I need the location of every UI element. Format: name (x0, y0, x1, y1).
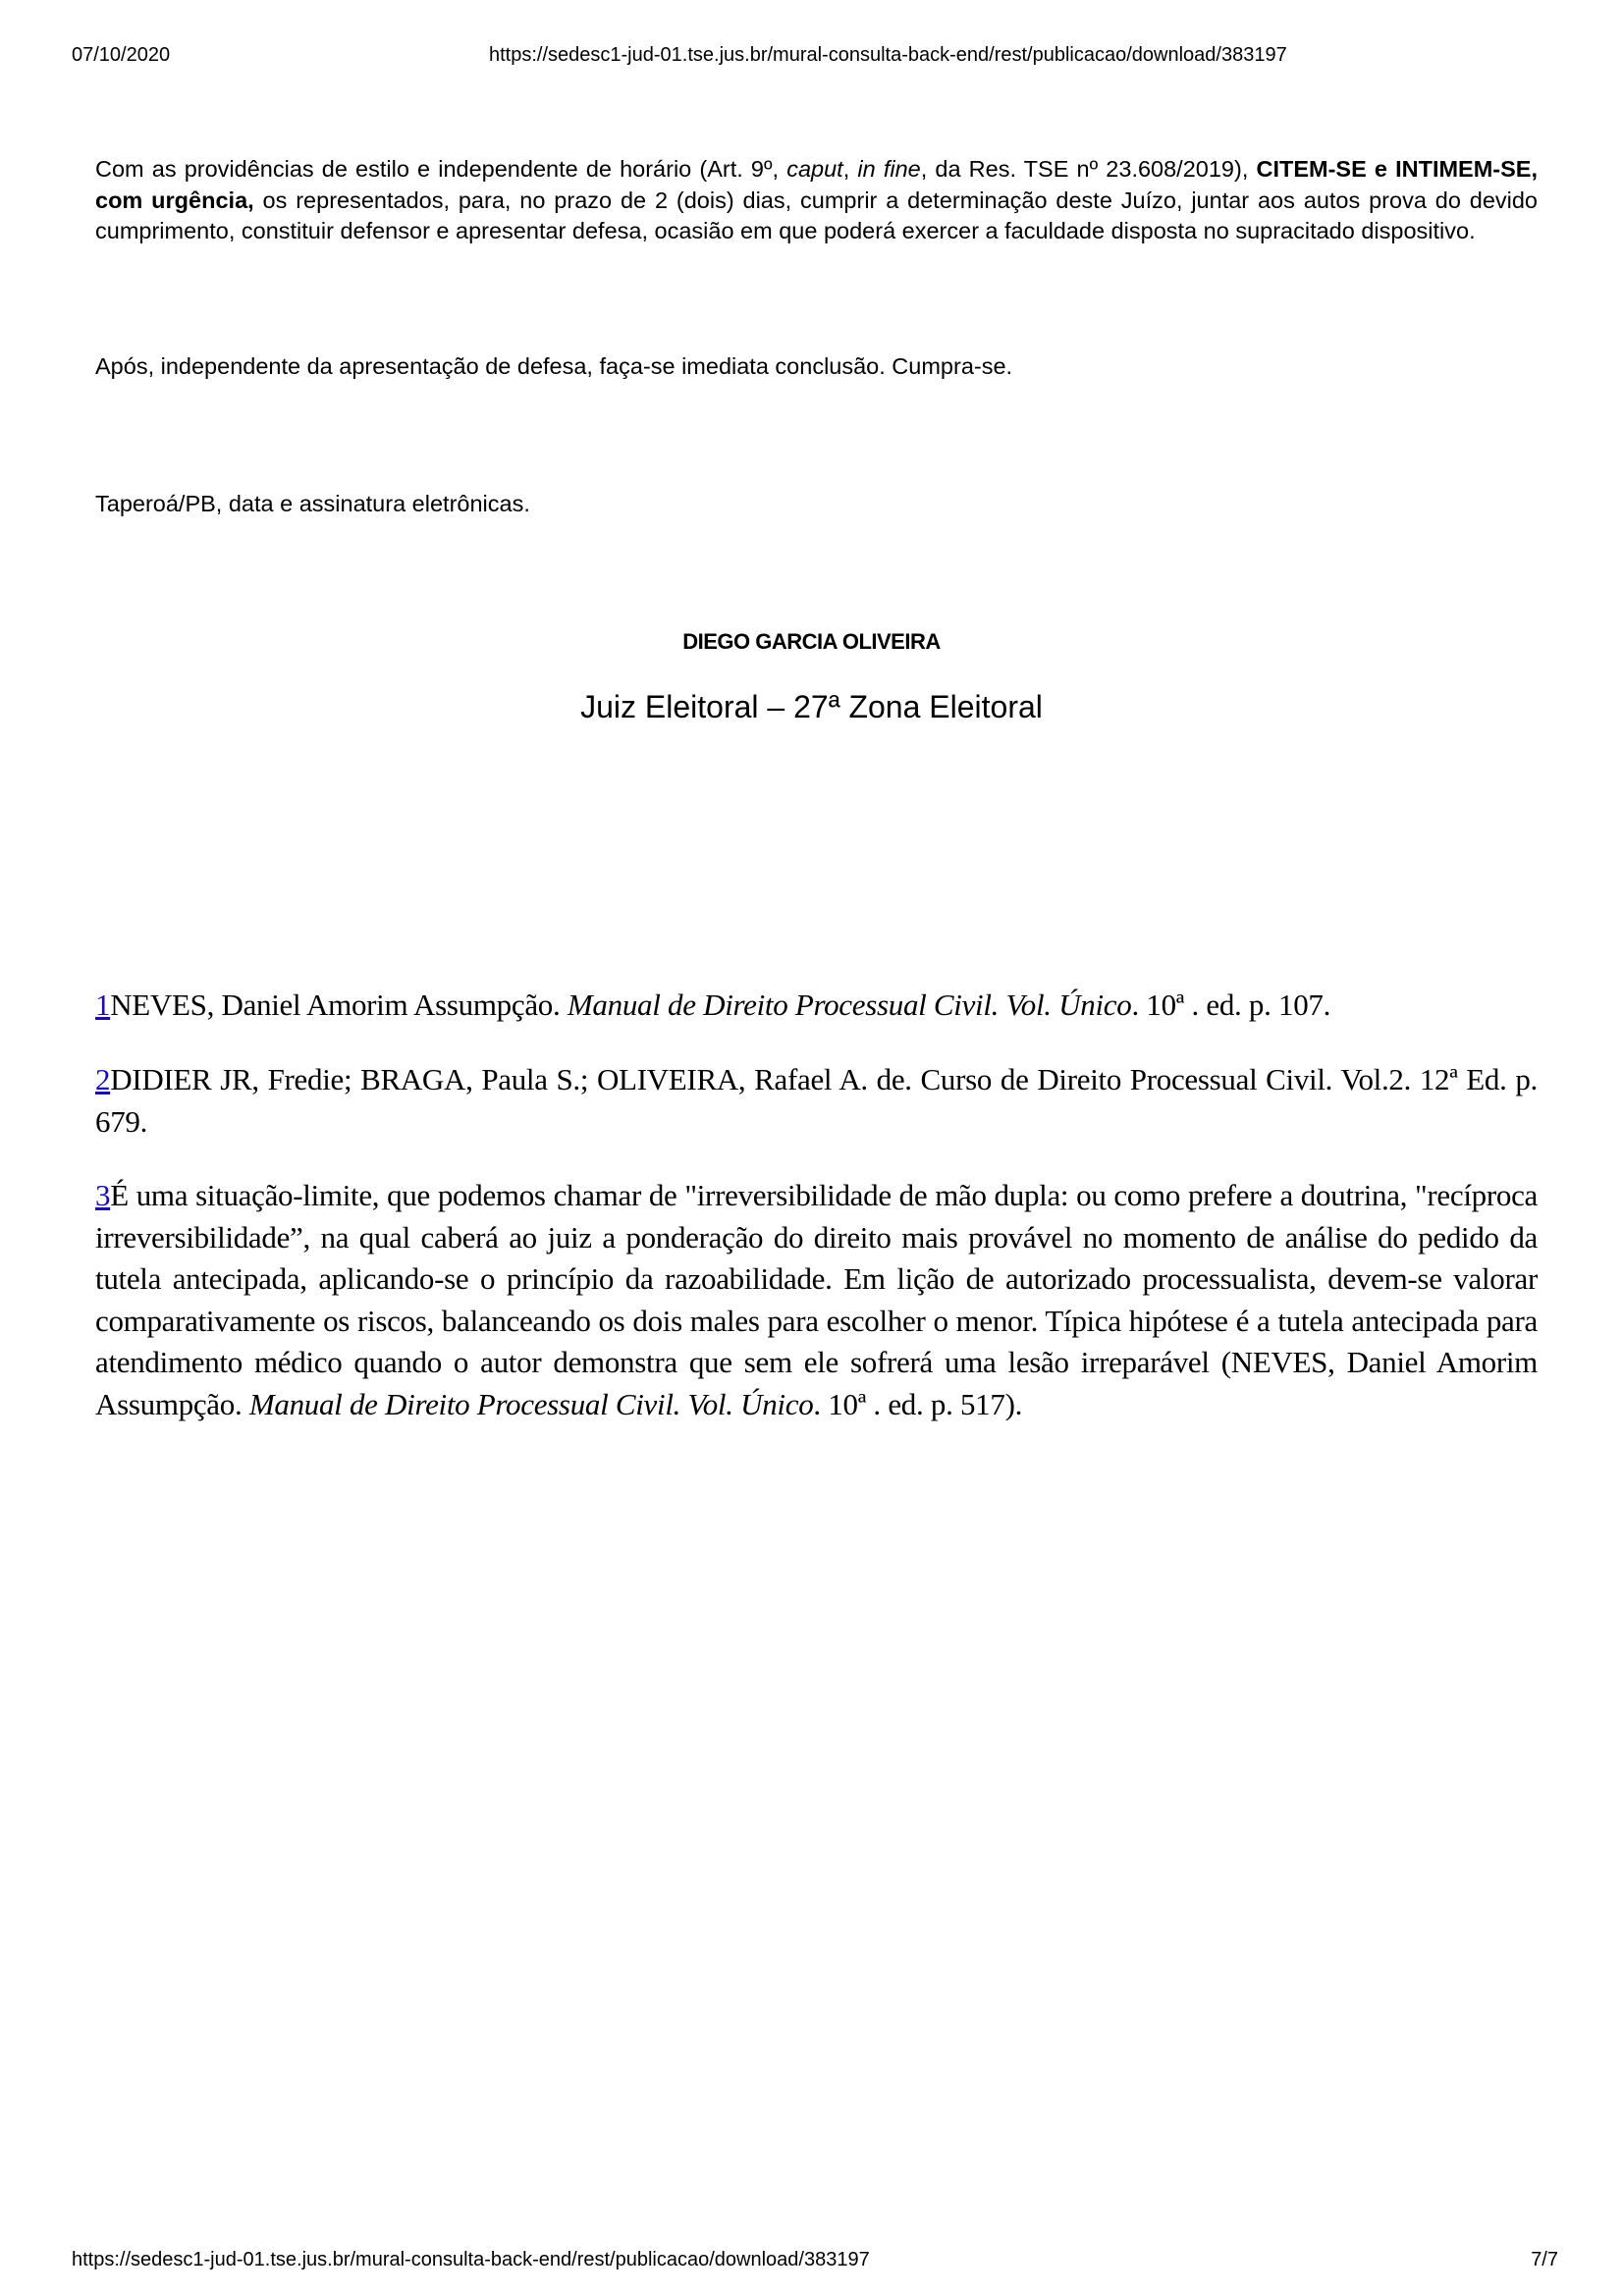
footnote-2-link[interactable]: 2 (95, 1062, 111, 1096)
print-footer-url: https://sedesc1-jud-01.tse.jus.br/mural-consulta-back-end/rest/publicacao/download/383197 (72, 2249, 870, 2270)
print-header-url: https://sedesc1-jud-01.tse.jus.br/mural-consulta-back-end/rest/publicacao/download/383197 (489, 44, 1287, 66)
footnote-text: DIDIER JR, Fredie; BRAGA, Paula S.; OLIVEIRA, Rafael A. de. Curso de Direito Processual Civil. Vol.2. 12ª Ed. p. 679. (95, 1062, 1538, 1139)
conclusion-paragraph: Após, independente da apresentação de defesa, faça-se imediata conclusão. Cumpra-se. (95, 353, 1013, 379)
paragraph-bold-text: CITEM-SE e INTIMEM-SE, com urgência, (95, 156, 1539, 213)
place-date-paragraph: Taperoá/PB, data e assinatura eletrônicas. (95, 491, 530, 516)
footnote-italic-text: Manual de Direito Processual Civil. Vol. Único (567, 988, 1132, 1022)
print-footer-page-number: 7/7 (1531, 2249, 1558, 2270)
paragraph-italic-text: in fine (857, 156, 921, 182)
print-header-date: 07/10/2020 (72, 44, 171, 66)
footnote-italic-text: Manual de Direito Processual Civil. Vol. Único (248, 1386, 814, 1421)
footnote-text: É uma situação-limite, que podemos chamar de "irreversibilidade de mão dupla: ou como prefere a doutrina, "recíproca irreversibilidade”, na qual caberá ao juiz a ponderação do direito mais provável no momento de análise do pedido da tutela antecipada, aplicando-se o princípio da razoabilidade. Em lição de autorizado processualista, devem-se valorar comparativamente os riscos, balanceando os dois males para escolher o menor. Típica hipótese é a tutela antecipada para atendimento médico quando o autor demonstra que sem ele sofrerá uma lesão irreparável (NEVES, Daniel Amorim Assumpção. (95, 1178, 1538, 1421)
footnote-text: . 10ª . ed. p. 107. (1131, 988, 1331, 1022)
paragraph-text: , (842, 156, 858, 182)
footnote-3 (95, 1175, 1538, 1425)
footnote-1-link[interactable]: 1 (95, 988, 111, 1022)
paragraph-text: Com as providências de estilo e independente de horário (Art. 9º, (95, 156, 787, 182)
paragraph-text: , da Res. TSE nº 23.608/2019), (920, 156, 1257, 182)
footnote-text: . 10ª . ed. p. 517). (813, 1386, 1023, 1421)
signature-role: Juiz Eleitoral – 27ª Zona Eleitoral (580, 689, 1043, 724)
footnote-text: NEVES, Daniel Amorim Assumpção. (110, 988, 568, 1022)
signature-name: DIEGO GARCIA OLIVEIRA (682, 629, 941, 654)
footnote-1 (95, 985, 1538, 1027)
paragraph-italic-text: caput (786, 156, 843, 182)
summons-paragraph (95, 154, 1538, 247)
footnote-3-link[interactable]: 3 (95, 1178, 111, 1212)
footnote-2 (95, 1059, 1538, 1143)
paragraph-text: os representados, para, no prazo de 2 (dois) dias, cumprir a determinação deste Juízo, juntar aos autos prova do devido cumprimento, constituir defensor e apresentar defesa, ocasião em que poderá exercer a faculdade disposta no supracitado dispositivo. (95, 187, 1539, 243)
